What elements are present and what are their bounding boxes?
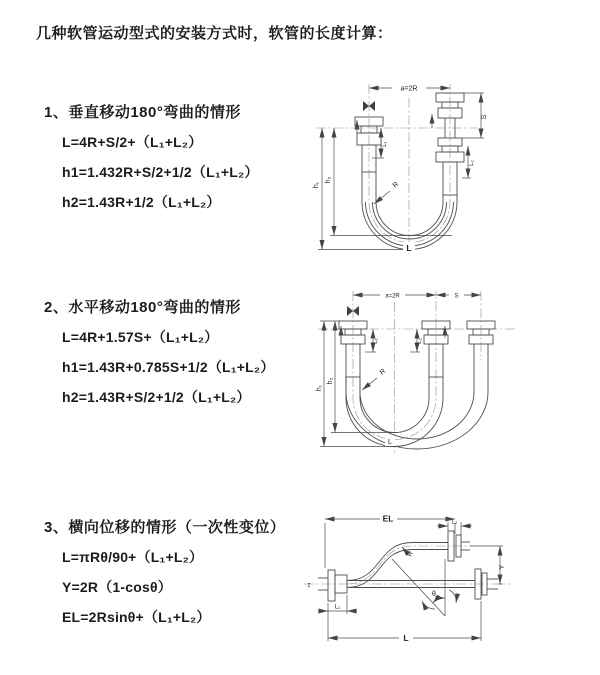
hose-top-edge: [347, 543, 448, 581]
diagram-lateral-displacement: [300, 502, 568, 650]
dim-label-l2: L₂: [469, 160, 475, 166]
dim-label-h2: h₂: [327, 377, 334, 385]
section-1-formula-l: L=4R+S/2+（L₁+L₂）: [62, 134, 203, 150]
diagram-horizontal-180-bend: [310, 280, 550, 466]
theta-label: θ: [432, 591, 436, 598]
section-1-formula-h1: h1=1.432R+S/2+1/2（L₁+L₂）: [62, 164, 259, 180]
centerlines: [318, 291, 515, 455]
hose-bottom-edge: [347, 550, 448, 588]
section-3: [44, 516, 285, 627]
section-1-heading: 1、垂直移动180°弯曲的情形: [44, 104, 241, 121]
section-3-heading: 3、横向位移的情形（一次性变位）: [44, 519, 286, 536]
dim-label-l2: L₂: [417, 338, 423, 344]
length-label: L: [388, 439, 392, 446]
left-flange: [328, 570, 335, 601]
dim-label-el: EL: [382, 513, 394, 524]
section-3-formula-l: L=πRθ/90+（L₁+L₂）: [62, 549, 204, 565]
dimension-lines: [318, 85, 484, 250]
dim-label-l2: L₂: [451, 519, 458, 526]
centerlines: [316, 84, 478, 254]
hose-inner-edge: [376, 172, 443, 235]
section-2-formula-h2: h2=1.43R+S/2+1/2（L₁+L₂）: [62, 389, 251, 405]
radius-label: R: [378, 367, 388, 377]
page-title: 几种软管运动型式的安装方式时，软管的长度计算：: [36, 25, 393, 42]
section-2-formula-l: L=4R+1.57S+（L₁+L₂）: [62, 329, 219, 345]
diagram-vertical-180-bend: [306, 70, 530, 258]
diagram-labels: [308, 514, 507, 644]
dim-label-s: S: [481, 114, 488, 120]
dim-label-l1: L₁: [373, 338, 379, 344]
section-2-formula-h1: h1=1.43R+0.785S+1/2（L₁+L₂）: [62, 359, 275, 375]
dim-label-l1: L₁: [334, 604, 341, 611]
dim-label-h1: h₁: [313, 181, 320, 189]
dim-label-a-2r: a=2R: [385, 293, 400, 300]
hose-displaced-outer: [346, 354, 488, 449]
dim-label-h2: h₂: [325, 176, 332, 184]
section-1-formula-h2: h2=1.43R+1/2（L₁+L₂）: [62, 194, 221, 210]
diagram-labels: [316, 294, 459, 447]
hose-displaced-inner: [360, 354, 474, 439]
dim-label-a-2r: a=2R: [400, 85, 418, 93]
section-3-formula-y: Y=2R（1-cosθ）: [62, 579, 172, 595]
length-label: L: [406, 243, 412, 253]
section-2-heading: 2、水平移动180°弯曲的情形: [44, 299, 241, 316]
radius-label: R: [391, 180, 401, 190]
hose-and-fittings: [339, 306, 495, 449]
dim-label-s: S: [454, 293, 459, 300]
centerline-z-mark: z: [307, 582, 311, 589]
dim-label-l1: L₁: [382, 141, 388, 147]
dim-label-h1: h₁: [316, 384, 323, 392]
dimension-lines: [320, 295, 481, 447]
radius-label: R: [406, 550, 415, 558]
hose-and-fittings: [318, 531, 498, 601]
hose-and-fittings: [355, 93, 464, 250]
length-label: L: [403, 633, 409, 643]
section-3-formula-el: EL=2Rsinθ+（L₁+L₂）: [62, 609, 211, 625]
section-1: [44, 101, 259, 212]
dim-label-y: Y: [499, 564, 506, 570]
section-2: [44, 296, 275, 407]
